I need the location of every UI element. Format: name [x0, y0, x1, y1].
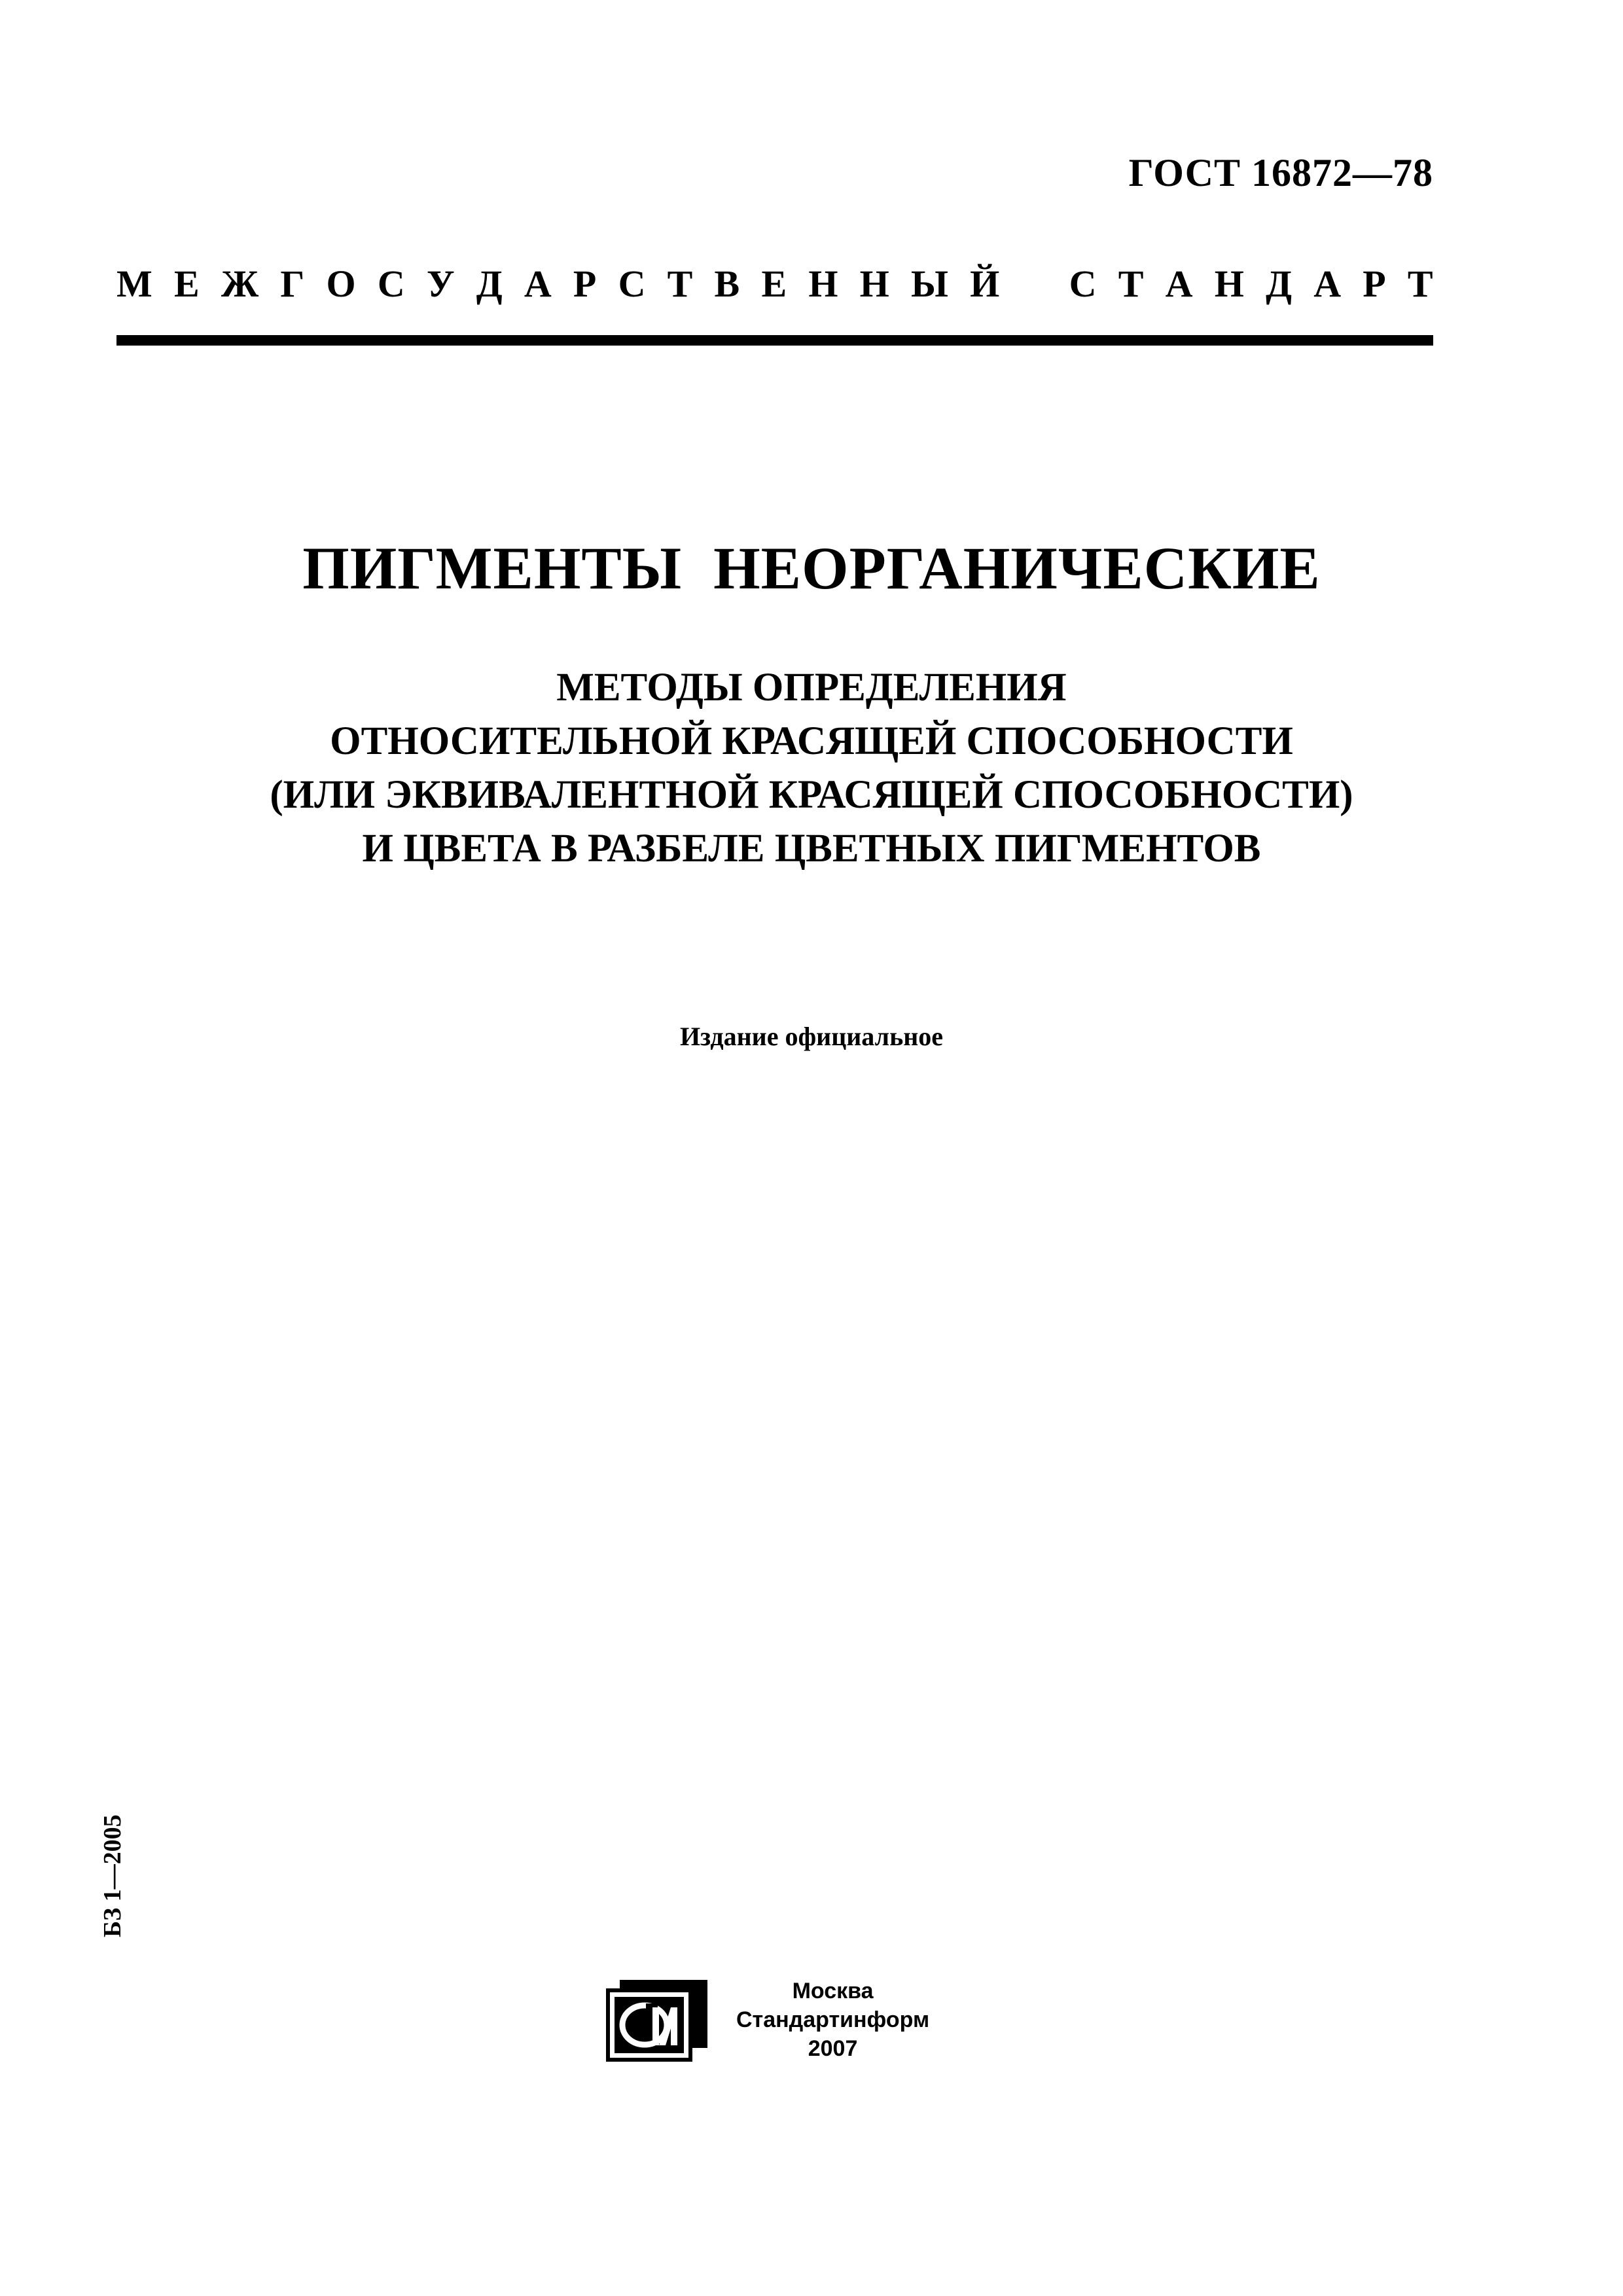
series-letter: С	[618, 262, 646, 305]
subtitle-line: И ЦВЕТА В РАЗБЕЛЕ ЦВЕТНЫХ ПИГМЕНТОВ	[362, 827, 1261, 870]
series-heading	[116, 262, 1433, 306]
series-letter: А	[524, 262, 552, 305]
series-letter: Н	[1214, 262, 1244, 305]
series-letter: Ы	[910, 262, 948, 305]
series-letter: А	[1313, 262, 1342, 305]
series-letter: М	[116, 262, 152, 305]
series-letter: Г	[280, 262, 305, 305]
edition-label: Издание официальное	[679, 1022, 944, 1051]
imprint-publisher: Стандартинформ	[736, 2007, 930, 2032]
series-letter: У	[426, 262, 455, 305]
document-subtitle	[0, 661, 1623, 876]
series-letter: Т	[1118, 262, 1144, 305]
series-letter: Р	[1363, 262, 1386, 305]
series-letter: С	[1069, 262, 1097, 305]
series-letter: С	[377, 262, 405, 305]
series-letter: О	[326, 262, 356, 305]
series-letter: А	[1165, 262, 1193, 305]
imprint-text	[736, 1977, 929, 2063]
series-letter: Р	[573, 262, 597, 305]
heading-rule	[116, 335, 1433, 346]
series-letter: Е	[761, 262, 787, 305]
document-number: ГОСТ 16872—78	[1128, 151, 1433, 194]
series-letter: Е	[173, 262, 200, 305]
series-letter: Ж	[221, 262, 259, 305]
series-letter: Т	[1407, 262, 1433, 305]
document-title: ПИГМЕНТЫ НЕОРГАНИЧЕСКИЕ	[302, 535, 1321, 601]
series-letter: Й	[970, 262, 1000, 305]
subtitle-line: МЕТОДЫ ОПРЕДЕЛЕНИЯ	[556, 666, 1067, 709]
side-code: БЗ 1—2005	[99, 1814, 126, 1937]
word-gap	[1021, 262, 1047, 306]
series-letter: Н	[859, 262, 889, 305]
imprint-city: Москва	[792, 1979, 874, 2003]
publisher-imprint	[605, 1977, 929, 2063]
series-letter: Д	[1266, 262, 1292, 305]
series-letter: В	[714, 262, 740, 305]
subtitle-line: (ИЛИ ЭКВИВАЛЕНТНОЙ КРАСЯЩЕЙ СПОСОБНОСТИ)	[270, 773, 1353, 817]
series-letter: Т	[667, 262, 693, 305]
imprint-year: 2007	[808, 2036, 858, 2061]
subtitle-line: ОТНОСИТЕЛЬНОЙ КРАСЯЩЕЙ СПОСОБНОСТИ	[330, 719, 1293, 763]
series-letter: Д	[476, 262, 503, 305]
standartinform-logo-icon	[605, 1977, 710, 2062]
series-letter: Н	[808, 262, 838, 305]
